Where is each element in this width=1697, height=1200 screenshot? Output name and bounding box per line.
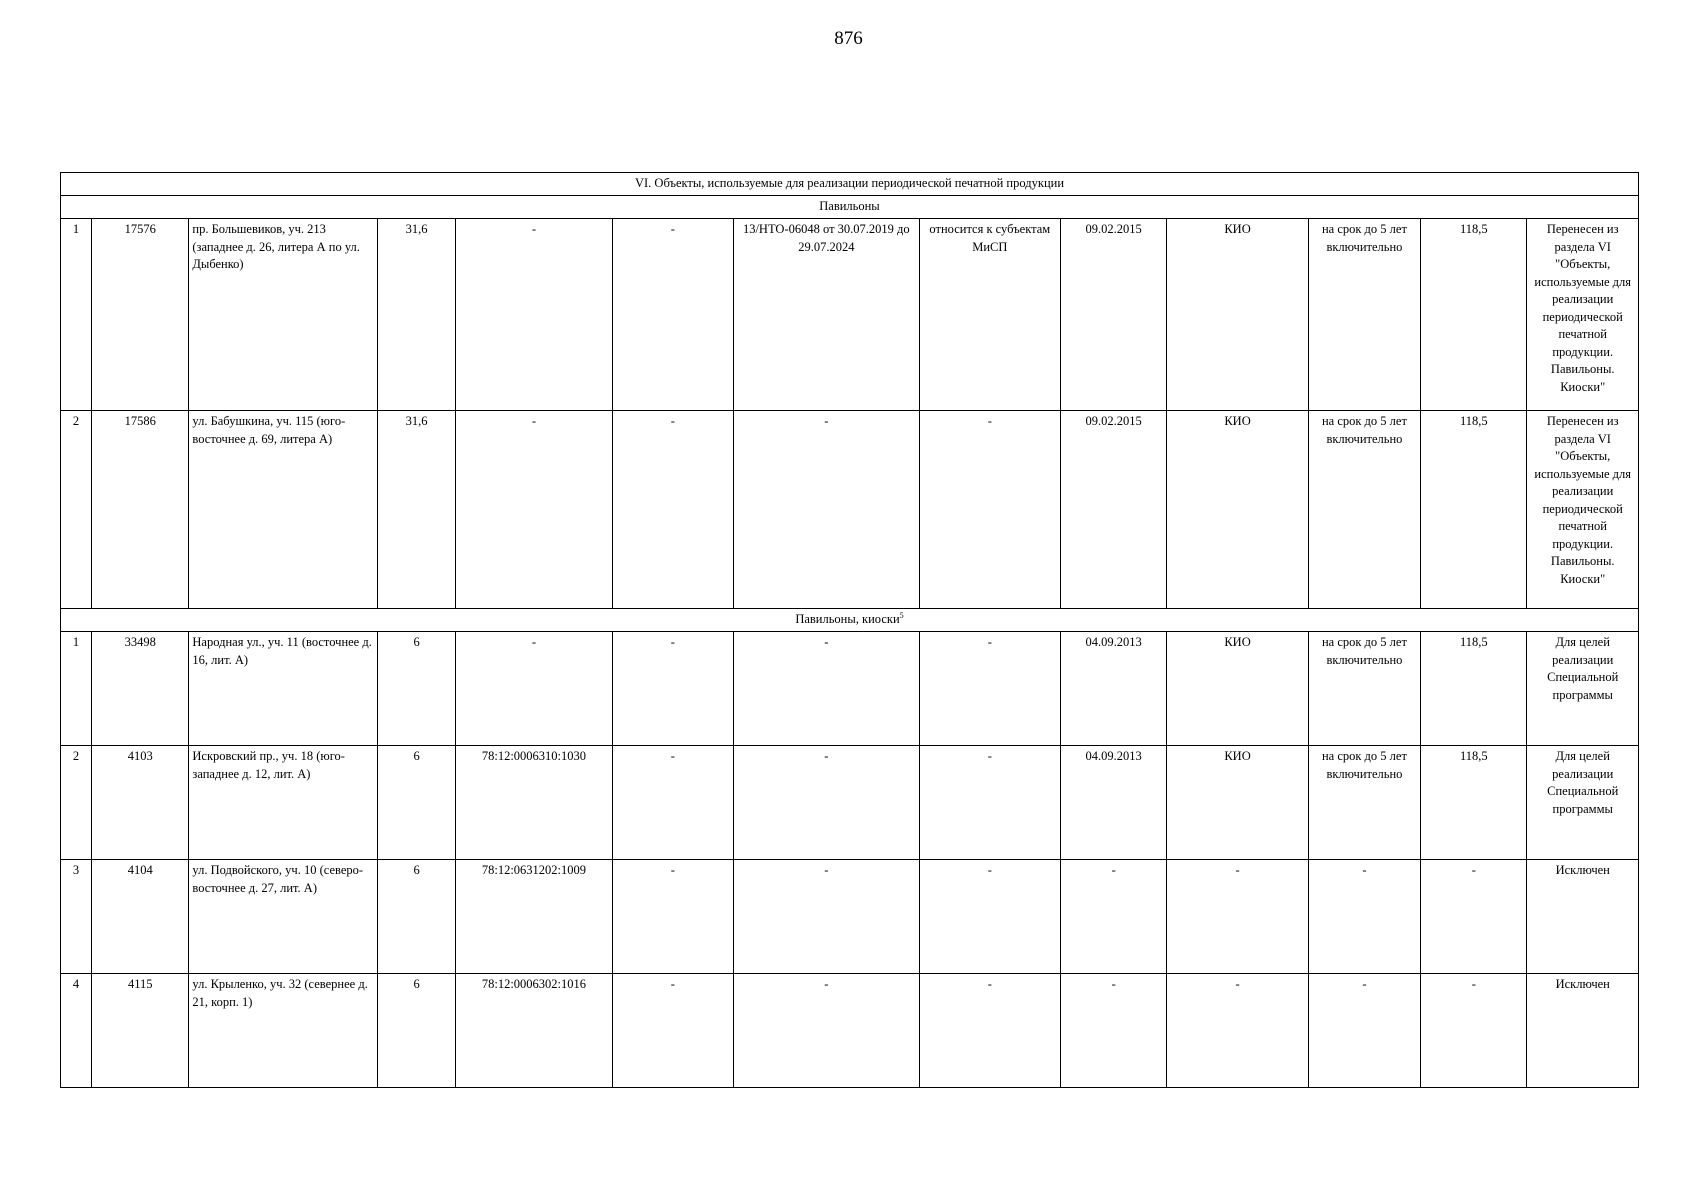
address: ул. Крыленко, уч. 32 (севернее д. 21, корп. 1): [189, 974, 378, 1088]
organization: -: [1167, 860, 1308, 974]
object-id: 33498: [92, 632, 189, 746]
area: 6: [377, 632, 455, 746]
column-6: -: [612, 219, 733, 411]
term: -: [1308, 860, 1420, 974]
area: 6: [377, 974, 455, 1088]
term: на срок до 5 лет включительно: [1308, 411, 1420, 609]
contract: -: [734, 860, 920, 974]
footnote-marker: 5: [899, 611, 904, 621]
table-row: [61, 219, 1639, 411]
column-6: -: [612, 860, 733, 974]
table-row: [61, 860, 1639, 974]
contract: -: [734, 746, 920, 860]
price: 118,5: [1421, 411, 1527, 609]
address: ул. Бабушкина, уч. 115 (юго-восточнее д. 69, литера А): [189, 411, 378, 609]
row-number: 1: [61, 632, 92, 746]
organization: -: [1167, 974, 1308, 1088]
note: Перенесен из раздела VI "Объекты, используемые для реализации периодической печатной продукции. Павильоны. Киоски": [1527, 219, 1639, 411]
contract: -: [734, 974, 920, 1088]
address: Искровский пр., уч. 18 (юго-западнее д. 12, лит. А): [189, 746, 378, 860]
object-id: 4115: [92, 974, 189, 1088]
section-header-row: [61, 173, 1639, 196]
smsp-status: -: [919, 974, 1060, 1088]
term: на срок до 5 лет включительно: [1308, 219, 1420, 411]
registry-table: [60, 172, 1639, 1088]
table-row: [61, 974, 1639, 1088]
note: Для целей реализации Специальной программы: [1527, 632, 1639, 746]
contract: -: [734, 632, 920, 746]
price: 118,5: [1421, 219, 1527, 411]
object-id: 17576: [92, 219, 189, 411]
smsp-status: относится к субъектам МиСП: [919, 219, 1060, 411]
term: на срок до 5 лет включительно: [1308, 746, 1420, 860]
date: 04.09.2013: [1061, 746, 1167, 860]
date: -: [1061, 860, 1167, 974]
object-id: 4104: [92, 860, 189, 974]
table-row: [61, 411, 1639, 609]
row-number: 4: [61, 974, 92, 1088]
organization: КИО: [1167, 746, 1308, 860]
address: ул. Подвойского, уч. 10 (северо-восточнее д. 27, лит. А): [189, 860, 378, 974]
smsp-status: -: [919, 411, 1060, 609]
note: Исключен: [1527, 974, 1639, 1088]
contract: 13/НТО-06048 от 30.07.2019 до 29.07.2024: [734, 219, 920, 411]
date: 04.09.2013: [1061, 632, 1167, 746]
column-6: -: [612, 411, 733, 609]
date: -: [1061, 974, 1167, 1088]
note: Исключен: [1527, 860, 1639, 974]
column-6: -: [612, 746, 733, 860]
row-number: 2: [61, 746, 92, 860]
area: 31,6: [377, 219, 455, 411]
price: 118,5: [1421, 746, 1527, 860]
smsp-status: -: [919, 860, 1060, 974]
term: -: [1308, 974, 1420, 1088]
group-title: Павильоны, киоски$^5$: [61, 609, 1639, 632]
note: Для целей реализации Специальной программы: [1527, 746, 1639, 860]
date: 09.02.2015: [1061, 219, 1167, 411]
date: 09.02.2015: [1061, 411, 1167, 609]
table-row: [61, 746, 1639, 860]
cadastre-number: 78:12:0006302:1016: [456, 974, 612, 1088]
cadastre-number: -: [456, 632, 612, 746]
group-header-row: [61, 609, 1639, 632]
group-header-row: [61, 196, 1639, 219]
table-row: [61, 632, 1639, 746]
note: Перенесен из раздела VI "Объекты, используемые для реализации периодической печатной продукции. Павильоны. Киоски": [1527, 411, 1639, 609]
column-6: -: [612, 974, 733, 1088]
object-id: 17586: [92, 411, 189, 609]
contract: -: [734, 411, 920, 609]
address: Народная ул., уч. 11 (восточнее д. 16, лит. А): [189, 632, 378, 746]
cadastre-number: -: [456, 219, 612, 411]
term: на срок до 5 лет включительно: [1308, 632, 1420, 746]
area: 31,6: [377, 411, 455, 609]
cadastre-number: -: [456, 411, 612, 609]
organization: КИО: [1167, 411, 1308, 609]
row-number: 2: [61, 411, 92, 609]
page-number: 876: [834, 28, 863, 49]
row-number: 3: [61, 860, 92, 974]
price: -: [1421, 974, 1527, 1088]
smsp-status: -: [919, 632, 1060, 746]
smsp-status: -: [919, 746, 1060, 860]
price: -: [1421, 860, 1527, 974]
object-id: 4103: [92, 746, 189, 860]
organization: КИО: [1167, 219, 1308, 411]
section-title: VI. Объекты, используемые для реализации периодической печатной продукции: [61, 173, 1639, 196]
row-number: 1: [61, 219, 92, 411]
area: 6: [377, 860, 455, 974]
price: 118,5: [1421, 632, 1527, 746]
area: 6: [377, 746, 455, 860]
address: пр. Большевиков, уч. 213 (западнее д. 26, литера А по ул. Дыбенко): [189, 219, 378, 411]
organization: КИО: [1167, 632, 1308, 746]
cadastre-number: 78:12:0631202:1009: [456, 860, 612, 974]
group-title: Павильоны: [61, 196, 1639, 219]
cadastre-number: 78:12:0006310:1030: [456, 746, 612, 860]
column-6: -: [612, 632, 733, 746]
